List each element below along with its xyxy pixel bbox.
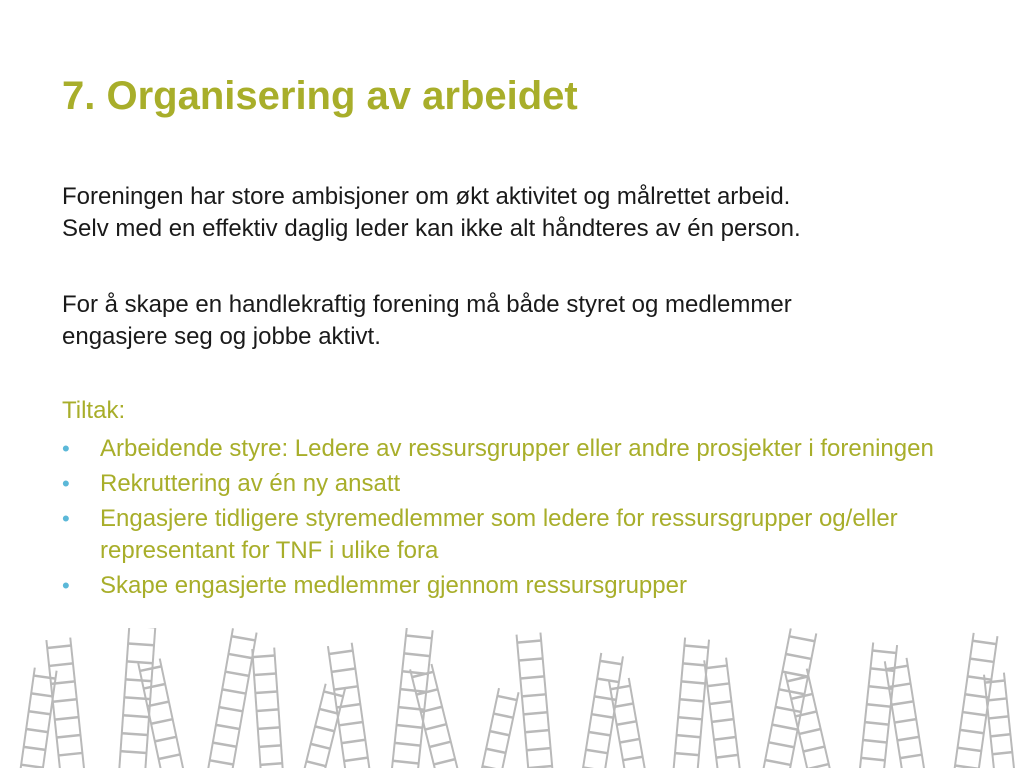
ladder-icon <box>18 668 56 768</box>
engagement-paragraph-line-2: engasjere seg og jobbe aktivt. <box>62 323 381 350</box>
ladder-icon <box>885 658 927 768</box>
ladder-icon <box>390 628 433 768</box>
ladder-icon <box>785 669 833 768</box>
ladder-icon <box>984 673 1016 768</box>
ladder-icon <box>952 633 997 768</box>
ladder-icon <box>672 638 709 768</box>
ladder-icon <box>410 664 462 768</box>
ladder-icon <box>118 628 156 768</box>
ladder-icon <box>517 633 554 768</box>
engagement-paragraph <box>62 289 982 353</box>
tiltak-list-item-text: Rekruttering av én ny ansatt <box>100 470 401 497</box>
ladder-icon <box>858 643 897 768</box>
bullet-dot-icon: • <box>62 436 70 461</box>
engagement-paragraph-line-1: For å skape en handlekraftig forening må både styret og medlemmer <box>62 291 792 318</box>
ladder-icon <box>252 648 284 768</box>
bullet-dot-icon: • <box>62 573 70 598</box>
tiltak-list <box>62 433 982 605</box>
ladder-icon <box>300 684 345 768</box>
intro-paragraph-line-1: Foreningen har store ambisjoner om økt aktivitet og målrettet arbeid. <box>62 183 791 210</box>
tiltak-list-item-text: Skape engasjerte medlemmer gjennom ressursgrupper <box>100 572 687 599</box>
bullet-dot-icon: • <box>62 471 70 496</box>
ladder-icon <box>704 658 742 768</box>
ladder-icon <box>478 688 518 768</box>
intro-paragraph <box>62 181 982 245</box>
tiltak-list-item-text: Engasjere tidligere styremedlemmer som ledere for ressursgrupper og/eller representant for TNF i ulike fora <box>100 505 898 564</box>
tiltak-list-item-text: Arbeidende styre: Ledere av ressursgrupper eller andre prosjekter i foreningen <box>100 435 934 462</box>
ladder-icon <box>580 653 623 768</box>
tiltak-list-item <box>62 503 982 567</box>
ladder-icon <box>46 638 86 768</box>
ladder-icon <box>205 628 256 768</box>
ladder-icon <box>760 628 816 768</box>
bullet-dot-icon: • <box>62 506 70 531</box>
ladder-icon <box>609 678 648 768</box>
tiltak-list-item <box>62 468 982 500</box>
tiltak-list-item <box>62 570 982 602</box>
intro-paragraph-line-2: Selv med en effektiv daglig leder kan ikke alt håndteres av én person. <box>62 215 801 242</box>
tiltak-list-item <box>62 433 982 465</box>
ladder-icon <box>138 659 187 768</box>
tiltak-heading: Tiltak: <box>62 397 126 424</box>
slide-title: 7. Organisering av arbeidet <box>62 74 578 118</box>
ladder-icon <box>328 643 372 768</box>
ladders-illustration-icon <box>0 628 1024 768</box>
